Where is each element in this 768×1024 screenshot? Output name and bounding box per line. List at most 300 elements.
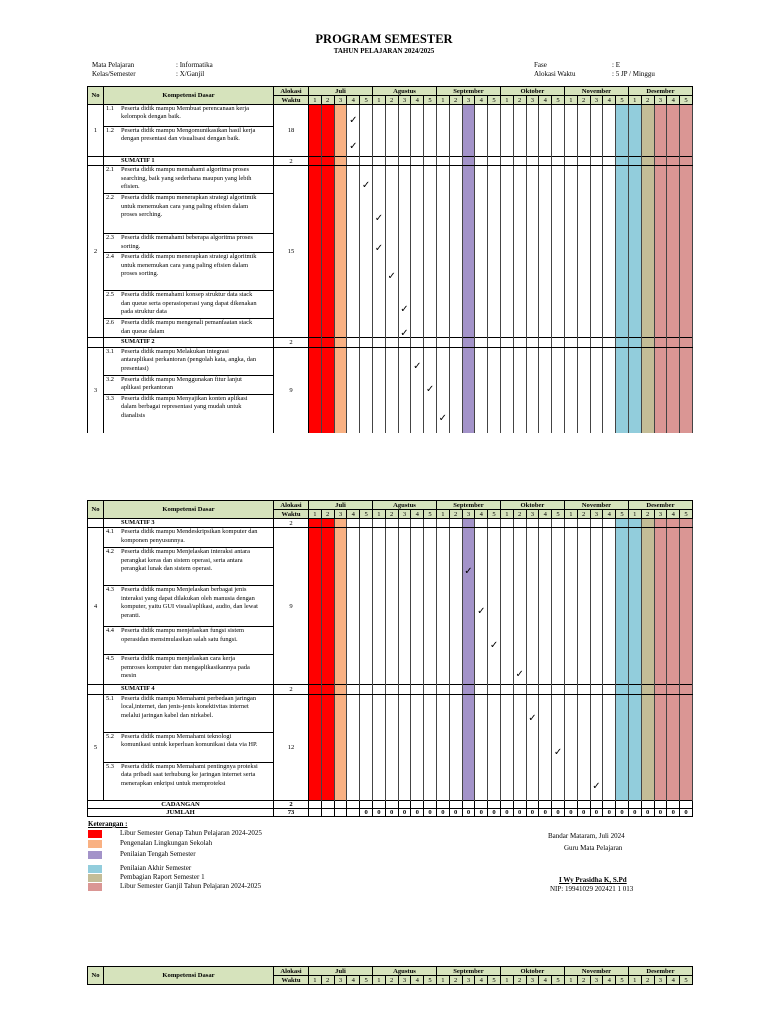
week-cell xyxy=(347,762,360,800)
week-cell xyxy=(347,338,360,347)
week-cell xyxy=(398,319,411,338)
week-cell xyxy=(360,655,373,685)
week-cell xyxy=(526,127,539,157)
page-subtitle: TAHUN PELAJARAN 2024/2025 xyxy=(333,47,435,55)
week-cell xyxy=(372,800,385,808)
week-cell xyxy=(513,800,526,808)
week-cell xyxy=(462,394,475,433)
week-cell xyxy=(539,127,552,157)
week-cell xyxy=(564,394,577,433)
kompetensi-cell xyxy=(104,166,274,194)
week-cell xyxy=(680,319,693,338)
week-cell xyxy=(436,157,449,166)
legend-swatch xyxy=(88,883,102,891)
week-cell xyxy=(475,253,488,291)
week-cell xyxy=(398,253,411,291)
week-number: 4 xyxy=(603,976,616,985)
week-cell xyxy=(347,166,360,194)
week-cell xyxy=(667,528,680,548)
kompetensi-cell xyxy=(104,319,274,338)
month-september: September xyxy=(436,967,500,976)
week-cell xyxy=(411,655,424,685)
week-cell xyxy=(385,127,398,157)
week-cell xyxy=(552,319,565,338)
week-cell xyxy=(449,800,462,808)
week-cell xyxy=(590,105,603,127)
week-cell xyxy=(309,528,322,548)
week-cell xyxy=(526,319,539,338)
week-cell xyxy=(334,519,347,528)
week-cell xyxy=(347,194,360,234)
week-cell xyxy=(488,800,501,808)
week-cell xyxy=(488,234,501,253)
col-kompetensi: Kompetensi Dasar xyxy=(104,87,274,105)
week-total xyxy=(347,808,360,816)
header-row-months xyxy=(88,87,693,96)
week-cell xyxy=(488,694,501,732)
week-cell xyxy=(475,194,488,234)
week-cell xyxy=(449,127,462,157)
week-cell xyxy=(513,519,526,528)
week-cell xyxy=(488,627,501,655)
week-number: 5 xyxy=(552,96,565,105)
week-cell xyxy=(603,762,616,800)
legend-label: Pembagian Raport Semester 1 xyxy=(120,873,205,881)
week-cell xyxy=(539,234,552,253)
week-cell xyxy=(513,105,526,127)
check-icon: ✓ xyxy=(361,179,371,191)
week-cell xyxy=(372,253,385,291)
week-cell xyxy=(360,800,373,808)
week-number: 3 xyxy=(654,510,667,519)
week-cell xyxy=(628,519,641,528)
week-cell xyxy=(475,732,488,762)
week-cell xyxy=(654,685,667,694)
week-number: 3 xyxy=(462,510,475,519)
week-cell xyxy=(309,319,322,338)
week-cell xyxy=(475,234,488,253)
week-cell xyxy=(372,194,385,234)
month-juli: Juli xyxy=(309,967,373,976)
week-cell xyxy=(628,319,641,338)
week-cell xyxy=(385,347,398,375)
kd-row xyxy=(88,105,693,127)
week-number: 5 xyxy=(424,976,437,985)
week-cell xyxy=(475,586,488,627)
week-total: 0 xyxy=(436,808,449,816)
kd-number: 5.3 xyxy=(106,762,114,770)
week-cell xyxy=(513,319,526,338)
week-cell xyxy=(411,586,424,627)
week-cell xyxy=(347,548,360,586)
week-cell xyxy=(654,375,667,394)
kompetensi-cell xyxy=(104,347,274,375)
week-cell xyxy=(680,347,693,375)
week-cell xyxy=(424,253,437,291)
mapel-value: : Informatika xyxy=(176,61,213,69)
week-cell xyxy=(654,253,667,291)
week-cell xyxy=(641,338,654,347)
week-cell xyxy=(385,338,398,347)
week-number: 2 xyxy=(385,976,398,985)
week-cell xyxy=(436,105,449,127)
week-cell xyxy=(667,319,680,338)
week-cell xyxy=(321,253,334,291)
week-cell xyxy=(513,166,526,194)
group-no: 2 xyxy=(88,166,104,338)
alokasi-label: Alokasi Waktu xyxy=(534,70,576,78)
week-cell xyxy=(436,655,449,685)
week-cell xyxy=(385,685,398,694)
week-cell xyxy=(603,157,616,166)
week-cell xyxy=(360,157,373,166)
week-cell xyxy=(680,157,693,166)
week-number: 4 xyxy=(475,510,488,519)
week-cell xyxy=(309,194,322,234)
kd-row xyxy=(88,586,693,627)
week-cell xyxy=(347,234,360,253)
week-cell xyxy=(564,655,577,685)
kd-row xyxy=(88,319,693,338)
week-cell xyxy=(360,347,373,375)
week-cell xyxy=(552,394,565,433)
week-cell xyxy=(372,347,385,375)
week-cell xyxy=(436,166,449,194)
week-cell xyxy=(436,338,449,347)
group-alokasi: 9 xyxy=(274,347,309,433)
week-cell xyxy=(398,762,411,800)
week-cell xyxy=(628,586,641,627)
week-cell xyxy=(680,234,693,253)
week-cell xyxy=(667,732,680,762)
week-cell xyxy=(385,732,398,762)
week-number: 4 xyxy=(411,96,424,105)
week-cell xyxy=(385,157,398,166)
week-cell xyxy=(334,528,347,548)
week-cell xyxy=(616,655,629,685)
week-cell xyxy=(526,157,539,166)
week-cell xyxy=(539,394,552,433)
no-cell xyxy=(88,685,104,694)
week-cell xyxy=(372,519,385,528)
week-cell xyxy=(372,528,385,548)
week-cell xyxy=(526,732,539,762)
week-cell xyxy=(500,338,513,347)
week-total: 0 xyxy=(628,808,641,816)
week-cell xyxy=(449,375,462,394)
week-number: 2 xyxy=(449,96,462,105)
week-cell xyxy=(411,253,424,291)
week-cell xyxy=(603,347,616,375)
week-cell xyxy=(552,694,565,732)
week-number: 3 xyxy=(526,96,539,105)
kompetensi-cell xyxy=(104,253,274,291)
week-cell xyxy=(334,655,347,685)
week-cell xyxy=(552,347,565,375)
week-number: 5 xyxy=(616,976,629,985)
week-cell xyxy=(616,694,629,732)
week-cell xyxy=(360,394,373,433)
week-cell xyxy=(628,194,641,234)
sumatif-label: SUMATIF 4 xyxy=(104,685,274,694)
week-cell xyxy=(347,627,360,655)
week-cell xyxy=(590,800,603,808)
week-cell xyxy=(616,338,629,347)
week-cell xyxy=(513,253,526,291)
week-cell xyxy=(372,694,385,732)
schedule-table xyxy=(87,966,693,985)
week-number: 2 xyxy=(577,96,590,105)
week-cell xyxy=(500,127,513,157)
week-cell xyxy=(680,105,693,127)
jumlah-row xyxy=(88,808,693,816)
week-number: 1 xyxy=(500,976,513,985)
week-cell xyxy=(526,375,539,394)
week-cell xyxy=(424,105,437,127)
col-alokasi: Alokasi xyxy=(274,967,309,976)
week-total: 0 xyxy=(488,808,501,816)
week-cell xyxy=(680,253,693,291)
week-cell xyxy=(616,800,629,808)
cadangan-label: CADANGAN xyxy=(88,800,274,808)
week-cell xyxy=(334,338,347,347)
week-cell xyxy=(372,685,385,694)
week-cell xyxy=(654,732,667,762)
week-cell xyxy=(500,519,513,528)
kompetensi-cell xyxy=(104,105,274,127)
week-cell xyxy=(398,548,411,586)
week-cell xyxy=(616,627,629,655)
week-cell xyxy=(603,253,616,291)
week-cell xyxy=(321,394,334,433)
week-cell xyxy=(436,375,449,394)
group-alokasi: 12 xyxy=(274,694,309,800)
week-cell xyxy=(436,127,449,157)
kd-text: Peserta didik mampu menerapkan strategi algoritmik untuk menemukan cara yang paling efisien dalam proses sorting. xyxy=(121,253,257,278)
week-total: 0 xyxy=(398,808,411,816)
week-cell xyxy=(667,762,680,800)
week-cell xyxy=(372,234,385,253)
week-cell xyxy=(436,291,449,319)
week-cell xyxy=(628,732,641,762)
week-cell xyxy=(603,319,616,338)
week-cell xyxy=(372,319,385,338)
week-cell xyxy=(654,347,667,375)
legend-swatch xyxy=(88,865,102,873)
week-cell xyxy=(577,655,590,685)
week-cell xyxy=(436,234,449,253)
week-cell xyxy=(488,166,501,194)
week-cell xyxy=(667,394,680,433)
week-cell xyxy=(539,194,552,234)
col-no: No xyxy=(88,87,104,105)
month-desember: Desember xyxy=(628,967,692,976)
week-cell xyxy=(577,347,590,375)
week-cell xyxy=(309,548,322,586)
week-cell xyxy=(539,347,552,375)
week-cell xyxy=(577,586,590,627)
week-cell xyxy=(526,194,539,234)
week-number: 2 xyxy=(449,510,462,519)
week-cell xyxy=(411,105,424,127)
cadangan-value: 2 xyxy=(274,800,309,808)
week-cell xyxy=(628,291,641,319)
week-total: 0 xyxy=(667,808,680,816)
week-cell xyxy=(475,519,488,528)
mapel-label: Mata Pelajaran xyxy=(92,61,135,69)
week-number: 2 xyxy=(641,96,654,105)
week-cell xyxy=(475,166,488,194)
week-cell xyxy=(462,800,475,808)
week-cell xyxy=(539,166,552,194)
week-cell xyxy=(449,338,462,347)
week-cell xyxy=(590,586,603,627)
check-icon: ✓ xyxy=(374,242,384,253)
week-total: 0 xyxy=(462,808,475,816)
week-cell xyxy=(641,394,654,433)
check-icon: ✓ xyxy=(400,304,409,316)
check-icon: ✓ xyxy=(387,271,396,283)
month-oktober: Oktober xyxy=(500,501,564,510)
week-cell xyxy=(347,685,360,694)
week-total: 0 xyxy=(616,808,629,816)
week-cell xyxy=(628,800,641,808)
week-cell xyxy=(577,127,590,157)
week-cell xyxy=(564,519,577,528)
week-cell xyxy=(552,762,565,800)
week-cell xyxy=(385,394,398,433)
week-cell xyxy=(309,732,322,762)
week-cell xyxy=(616,157,629,166)
week-cell xyxy=(500,732,513,762)
week-cell xyxy=(347,375,360,394)
week-number: 1 xyxy=(628,976,641,985)
week-cell xyxy=(385,627,398,655)
signature-role: Guru Mata Pelajaran xyxy=(564,844,623,852)
week-cell xyxy=(539,694,552,732)
kd-row xyxy=(88,694,693,732)
week-cell xyxy=(462,338,475,347)
week-cell xyxy=(462,319,475,338)
week-cell xyxy=(334,586,347,627)
week-cell xyxy=(667,655,680,685)
week-cell xyxy=(449,685,462,694)
week-cell xyxy=(603,127,616,157)
check-icon: ✓ xyxy=(515,669,524,681)
week-cell xyxy=(577,319,590,338)
week-cell xyxy=(526,291,539,319)
week-cell xyxy=(309,105,322,127)
week-cell xyxy=(488,319,501,338)
week-number: 5 xyxy=(488,96,501,105)
week-cell xyxy=(347,157,360,166)
week-cell xyxy=(360,319,373,338)
week-number: 4 xyxy=(539,510,552,519)
week-cell xyxy=(628,394,641,433)
week-cell xyxy=(590,519,603,528)
week-cell xyxy=(411,319,424,338)
no-cell xyxy=(88,519,104,528)
kd-row xyxy=(88,375,693,394)
week-cell xyxy=(526,253,539,291)
week-cell xyxy=(334,394,347,433)
week-cell xyxy=(680,732,693,762)
week-cell xyxy=(577,732,590,762)
week-cell xyxy=(321,528,334,548)
month-agustus: Agustus xyxy=(372,87,436,96)
week-cell xyxy=(360,586,373,627)
week-cell xyxy=(564,253,577,291)
week-cell xyxy=(680,394,693,433)
week-cell xyxy=(526,586,539,627)
week-cell xyxy=(590,347,603,375)
week-cell xyxy=(603,528,616,548)
week-cell xyxy=(449,394,462,433)
week-cell xyxy=(347,586,360,627)
week-cell xyxy=(667,234,680,253)
week-cell xyxy=(398,732,411,762)
week-cell xyxy=(667,685,680,694)
week-number: 2 xyxy=(513,96,526,105)
week-cell xyxy=(462,732,475,762)
week-cell xyxy=(424,586,437,627)
week-number: 2 xyxy=(385,510,398,519)
week-cell xyxy=(641,157,654,166)
week-cell xyxy=(654,762,667,800)
week-cell xyxy=(526,105,539,127)
kelas-label: Kelas/Semester xyxy=(92,70,136,78)
week-cell xyxy=(449,347,462,375)
week-cell xyxy=(667,347,680,375)
kd-number: 4.3 xyxy=(106,586,114,594)
group-alokasi: 18 xyxy=(274,105,309,157)
week-cell xyxy=(577,194,590,234)
kompetensi-cell xyxy=(104,394,274,433)
week-cell xyxy=(577,800,590,808)
week-cell xyxy=(500,800,513,808)
week-cell xyxy=(577,105,590,127)
week-cell xyxy=(424,800,437,808)
week-cell xyxy=(616,528,629,548)
week-cell xyxy=(321,194,334,234)
week-cell xyxy=(680,127,693,157)
week-cell xyxy=(488,291,501,319)
kd-number: 1.2 xyxy=(106,127,114,134)
week-cell xyxy=(309,291,322,319)
sumatif-label: SUMATIF 2 xyxy=(104,338,274,347)
week-cell xyxy=(321,586,334,627)
week-total: 0 xyxy=(526,808,539,816)
kd-row xyxy=(88,253,693,291)
week-cell xyxy=(603,732,616,762)
kd-text: Peserta didik mampu Membuat perencanaan kerja kelompok dengan baik. xyxy=(121,105,249,121)
week-cell xyxy=(500,253,513,291)
kd-text: Peserta didik mampu menjelaskan cara kerja pemroses komputer dan mengaplikasikannya pada mesin xyxy=(121,655,250,680)
week-cell xyxy=(360,694,373,732)
week-cell xyxy=(309,685,322,694)
week-cell xyxy=(449,291,462,319)
week-cell xyxy=(526,655,539,685)
kompetensi-cell xyxy=(104,127,274,157)
week-cell xyxy=(309,157,322,166)
week-number: 1 xyxy=(309,96,322,105)
week-cell xyxy=(475,800,488,808)
week-number: 2 xyxy=(513,510,526,519)
week-cell xyxy=(628,347,641,375)
week-cell xyxy=(411,127,424,157)
week-cell xyxy=(385,253,398,291)
week-cell xyxy=(309,627,322,655)
